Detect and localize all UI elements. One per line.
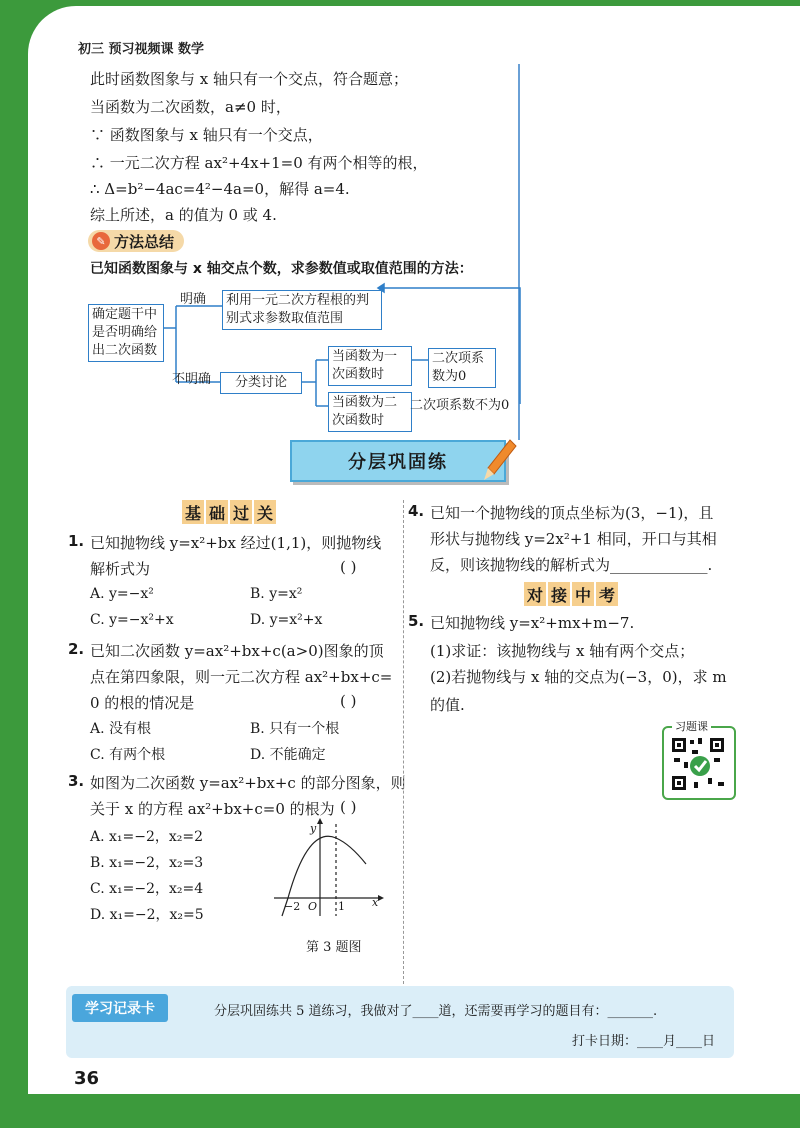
flow-discuss: 分类讨论 [220,372,302,394]
qr-label: 习题课 [672,718,711,734]
q2-line: 0 的根的情况是 [90,694,195,712]
basic-title-char: 过 [230,500,252,524]
record-date: 打卡日期：____月____日 [572,1034,716,1049]
q2-number: 2. [68,640,85,658]
solution-line: 当函数为二次函数，a≠0 时， [90,98,291,116]
q3-option: A. x₁=−2，x₂=2 [90,829,204,845]
q1-option: D. y=x²+x [250,612,323,628]
qr-icon [664,728,734,798]
q4-line: 反，则该抛物线的解析式为_____________. [430,556,713,574]
q2-option: A. 没有根 [90,721,152,737]
q1-option: B. y=x² [250,586,303,602]
method-badge-label: 方法总结 [114,232,175,251]
flow-start-box: 确定题干中是否明确给出二次函数 [88,304,164,362]
flow-branch-clear: 明确 [180,292,207,307]
basic-title-char: 基 [182,500,204,524]
q2-option: C. 有两个根 [90,747,166,763]
q5-line: 已知抛物线 y=x²+mx+m−7. [430,614,635,632]
q5-number: 5. [408,612,425,630]
flow-branch-unclear: 不明确 [172,372,212,387]
q3-tick-minus2: −2 [284,900,301,913]
q3-option: C. x₁=−2，x₂=4 [90,881,204,897]
exam-title-char: 考 [596,582,618,606]
exam-title-char: 中 [572,582,594,606]
q4-line: 形状与抛物线 y=2x²+1 相同，开口与其相 [430,530,717,548]
qr-code[interactable] [662,726,736,800]
q5-line: 的值. [430,696,465,714]
flowchart-lines [28,6,800,446]
solution-line: 综上所述，a 的值为 0 或 4. [90,206,277,224]
exam-title-char: 对 [524,582,546,606]
flow-case1: 当函数为一次函数时 [328,346,412,386]
record-tag: 学习记录卡 [72,994,168,1022]
banner-title: 分层巩固练 [348,452,448,473]
flow-case2: 当函数为二次函数时 [328,392,412,432]
q1-line: 解析式为 [90,560,151,578]
solution-line: 此时函数图象与 x 轴只有一个交点，符合题意； [90,70,408,88]
basic-section-title [182,500,276,524]
q3-axis-x: x [372,896,379,909]
section-banner [290,440,506,482]
pencil-icon [482,438,518,482]
solution-line: ∵ 函数图象与 x 轴只有一个交点， [90,126,323,144]
q5-line: (2)若抛物线与 x 轴的交点为(−3，0)，求 m [430,668,727,686]
flow-case2-result: 二次项系数不为0 [410,398,510,413]
q3-number: 3. [68,772,85,790]
q4-line: 已知一个抛物线的顶点坐标为(3，−1)，且 [430,504,714,522]
solution-line: ∴ Δ=b²−4ac=4²−4a=0，解得 a=4. [90,180,350,198]
q3-caption: 第 3 题图 [306,940,362,955]
q3-origin: O [308,900,318,913]
q1-number: 1. [68,532,85,550]
exam-section-title [524,582,618,606]
method-heading: 已知函数图象与 x 轴交点个数，求参数值或取值范围的方法： [90,261,473,277]
q4-number: 4. [408,502,425,520]
q1-line: 已知抛物线 y=x²+bx 经过(1,1)，则抛物线 [90,534,382,552]
flow-clear-result: 利用一元二次方程根的判别式求参数取值范围 [222,290,382,330]
q2-line: 已知二次函数 y=ax²+bx+c(a>0)图象的顶 [90,642,384,660]
page-header: 初三 预习视频课 数学 [78,42,205,57]
flow-case1-result: 二次项系数为0 [428,348,496,388]
q2-option: D. 不能确定 [250,747,326,763]
q3-option: D. x₁=−2，x₂=5 [90,907,204,923]
q2-option: B. 只有一个根 [250,721,340,737]
q3-line: 如图为二次函数 y=ax²+bx+c 的部分图象，则 [90,774,406,792]
page [28,6,800,1094]
q2-bracket: ( ) [340,692,357,710]
exam-title-char: 接 [548,582,570,606]
q5-line: (1)求证：该抛物线与 x 轴有两个交点； [430,642,695,660]
q1-option: C. y=−x²+x [90,612,174,628]
pen-icon: ✎ [92,232,110,250]
q1-bracket: ( ) [340,558,357,576]
column-divider [403,500,404,984]
q3-line: 关于 x 的方程 ax²+bx+c=0 的根为 [90,800,335,818]
page-number: 36 [74,1068,100,1089]
q3-bracket: ( ) [340,798,357,816]
q3-option: B. x₁=−2，x₂=3 [90,855,204,871]
record-line: 分层巩固练共 5 道练习，我做对了____道，还需要再学习的题目有：_______. [214,1004,658,1019]
solution-line: ∴ 一元二次方程 ax²+4x+1=0 有两个相等的根， [90,154,428,172]
basic-title-char: 础 [206,500,228,524]
q2-line: 点在第四象限，则一元二次方程 ax²+bx+c= [90,668,393,686]
q1-option: A. y=−x² [90,586,154,602]
basic-title-char: 关 [254,500,276,524]
q3-axis-y: y [310,822,317,835]
q3-tick-1: 1 [338,900,345,913]
